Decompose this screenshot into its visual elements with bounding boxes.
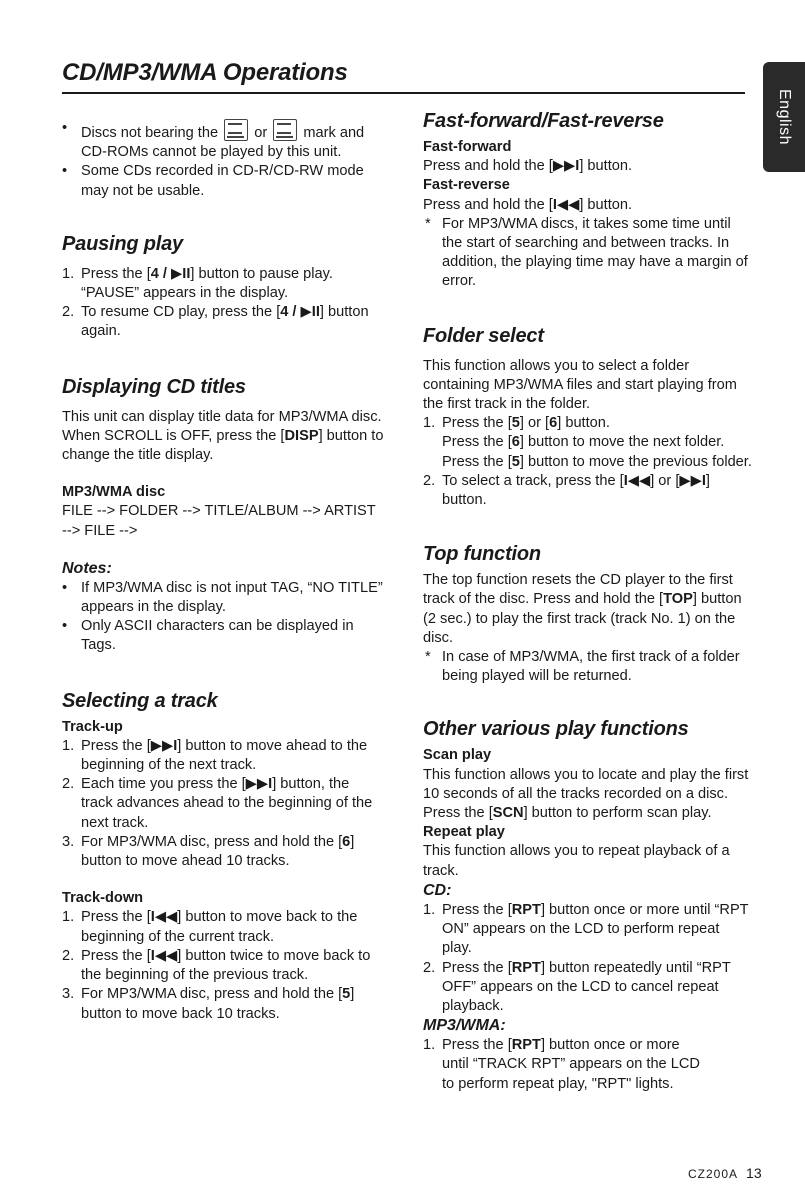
step-text: ] button. (557, 415, 610, 432)
step-number: 3. (62, 833, 75, 850)
notes-title: Notes: (62, 559, 112, 577)
folder-intro: This function allows you to select a folder containing MP3/WMA files and start playing from the first track in the folder. (423, 357, 737, 413)
page-title: CD/MP3/WMA Operations (62, 59, 348, 86)
button-name: I◀◀ (150, 947, 178, 964)
step-number: 2. (62, 304, 75, 321)
track-up-step-3 (62, 833, 384, 871)
button-name: 6 (549, 415, 558, 432)
step-text: ] button to move ahead to the beginning of the next track. (81, 737, 368, 774)
titles-para-2 (62, 427, 384, 465)
pausing-step-2 (62, 303, 384, 341)
titles-sequence: FILE --> FOLDER --> TITLE/ALBUM --> ARTIST --> FILE --> (62, 503, 376, 539)
track-up-step-1 (62, 737, 384, 775)
step-text: Press the [ (442, 434, 512, 451)
title-rule (62, 92, 745, 94)
page-footer (688, 1164, 762, 1183)
other-title: Other various play functions (423, 718, 689, 741)
button-name: I◀◀ (623, 472, 651, 489)
step-text: Press the [ (442, 959, 512, 976)
cd-repeat-step-2 (423, 959, 753, 1017)
pausing-steps (62, 265, 384, 342)
button-name: 5 (511, 415, 520, 432)
folder-steps (423, 414, 753, 510)
language-tab (763, 62, 805, 172)
button-name: RPT (511, 1037, 541, 1054)
fast-forward-subheading: Fast-forward (423, 139, 512, 155)
intro-bullet-1-text-a: Discs not bearing the (81, 125, 219, 141)
button-name: 6 (511, 434, 520, 451)
text: Press and hold the [ (423, 196, 553, 213)
step-number: 1. (62, 265, 75, 282)
button-name: DISP (284, 427, 319, 444)
button-name: ▶▶I (552, 158, 580, 175)
intro-bullet-1-text-c: mark and CD-ROMs cannot be played by this unit. (81, 125, 365, 161)
button-name: ▶▶I (150, 737, 178, 754)
text: ] button. (579, 196, 633, 213)
step-text: For MP3/WMA disc, press and hold the [ (81, 986, 343, 1003)
button-name: SCN (492, 805, 524, 822)
step-number: 1. (62, 909, 75, 926)
step-text: ] button. (442, 472, 710, 509)
button-name: ▶▶I (245, 776, 273, 793)
top-title: Top function (423, 543, 541, 566)
folder-title: Folder select (423, 324, 544, 347)
step-number: 2. (62, 776, 75, 793)
step-text: ] button to move the next folder. Press the [ (442, 434, 725, 470)
track-down-step-3 (62, 985, 384, 1023)
step-text: Press the [ (442, 901, 512, 918)
button-name: 4 / ▶II (150, 265, 191, 282)
button-name: 4 / ▶II (280, 304, 320, 321)
step-text: Each time you press the [ (81, 776, 246, 793)
button-name: I◀◀ (552, 196, 580, 213)
fast-forward-text (423, 157, 753, 176)
button-name: RPT (511, 959, 541, 976)
step-number: 2. (62, 947, 75, 964)
text: ] button to perform scan play. (523, 805, 712, 822)
cd-subheading: CD: (423, 881, 452, 899)
intro-list (62, 119, 384, 201)
step-text: ] button twice to move back to the beginning of the previous track. (81, 947, 371, 984)
step-text: To resume CD play, press the [ (81, 304, 281, 321)
text: Press and hold the [ (423, 158, 553, 175)
pausing-title: Pausing play (62, 232, 183, 255)
step-text: Press the [ (81, 265, 151, 282)
button-name: 6 (342, 833, 351, 850)
step-text: ] button repeatedly until “RPT OFF” appears on the LCD to cancel repeat playback. (442, 959, 731, 1014)
fast-reverse-subheading: Fast-reverse (423, 177, 510, 194)
step-text: ] button to move the previous folder. (519, 453, 752, 470)
cd-repeat-steps (423, 901, 753, 1016)
language-tab-label: English (776, 89, 793, 145)
intro-bullet-1 (62, 119, 384, 162)
step-text: Press the [ (442, 415, 512, 432)
titles-subheading: MP3/WMA disc (62, 484, 166, 501)
track-down-subheading: Track-down (62, 890, 144, 907)
step-text: ] or [ (650, 472, 680, 489)
track-down-steps (62, 908, 384, 1023)
step-text: ] button, the track advances ahead to the beginning of the next track. (81, 776, 373, 831)
text: When SCROLL is OFF, press the [ (62, 427, 285, 444)
scan-para-1: This function allows you to locate and play the first 10 seconds of all the tracks recorded on a disc. (423, 766, 749, 802)
note-text: In case of MP3/WMA, the first track of a folder being played will be returned. (442, 649, 740, 685)
button-name: TOP (663, 591, 693, 608)
text: Press the [ (423, 805, 493, 822)
button-name: ▶▶I (679, 472, 706, 489)
step-text: ] button to pause play. “PAUSE” appears in the display. (81, 265, 333, 302)
button-name: 5 (511, 453, 520, 470)
step-text: ] button once or more until “TRACK RPT” appears on the LCD to perform repeat play, "RPT" lights. (442, 1037, 700, 1092)
notes-list (62, 579, 384, 656)
track-up-step-2 (62, 775, 384, 833)
step-text: ] or [ (519, 415, 550, 432)
step-text: For MP3/WMA disc, press and hold the [ (81, 833, 343, 850)
top-para (423, 571, 753, 648)
step-text: To select a track, press the [ (442, 472, 624, 489)
step-text: ] button to move back to the beginning of the current track. (81, 909, 358, 945)
step-text: Press the [ (81, 909, 151, 926)
step-number: 3. (62, 986, 75, 1003)
folder-step-2 (423, 472, 753, 510)
selecting-title: Selecting a track (62, 689, 218, 712)
right-column (423, 108, 753, 1094)
step-text: ] button to move ahead 10 tracks. (81, 833, 355, 870)
asterisk: * (425, 215, 431, 232)
folder-step-1 (423, 414, 753, 472)
step-number: 2. (423, 959, 436, 976)
text: The top function resets the CD player to the first track of the disc. Press and hold the [ (423, 572, 733, 608)
step-text: ] button once or more until “RPT ON” appears on the LCD to perform repeat play. (442, 901, 749, 957)
step-number: 1. (423, 1037, 436, 1054)
left-column (62, 108, 384, 1024)
text: ] button to change the title display. (62, 427, 384, 464)
text: ] button. (579, 158, 633, 175)
text: ] button (2 sec.) to play the first track (track No. 1) on the disc. (423, 591, 742, 646)
model-number: CZ200A (688, 1167, 739, 1181)
track-down-step-1 (62, 908, 384, 946)
scan-para-2 (423, 804, 753, 823)
step-number: 1. (62, 737, 75, 754)
pausing-step-1 (62, 265, 384, 303)
compact-disc-logo-icon (224, 119, 248, 141)
button-name: RPT (511, 901, 541, 918)
note-1: • If MP3/WMA disc is not input TAG, “NO TITLE” appears in the display. (62, 579, 384, 617)
titles-para-1: This unit can display title data for MP3/WMA disc. (62, 408, 382, 425)
ff-title: Fast-forward/Fast-reverse (423, 110, 664, 132)
intro-bullet-2: • Some CDs recorded in CD-R/CD-RW mode may not be usable. (62, 162, 384, 200)
track-down-step-2 (62, 947, 384, 985)
intro-bullet-1-text-b: or (254, 125, 268, 141)
asterisk: * (425, 649, 431, 666)
step-number: 1. (423, 415, 436, 432)
step-text: ] button again. (81, 304, 369, 340)
repeat-para: This function allows you to repeat playback of a track. (423, 843, 730, 879)
mp3-repeat-step-1 (423, 1036, 704, 1094)
page-number: 13 (746, 1165, 762, 1181)
step-text: ] button to move back 10 tracks. (81, 986, 355, 1022)
titles-title: Displaying CD titles (62, 375, 246, 398)
compact-disc-text-logo-icon (273, 119, 297, 141)
track-up-subheading: Track-up (62, 718, 123, 735)
ff-note (423, 215, 753, 292)
step-text: Press the [ (81, 947, 151, 964)
track-up-steps (62, 737, 384, 871)
mp3-repeat-steps (423, 1036, 753, 1094)
step-number: 1. (423, 901, 436, 918)
fast-reverse-text (423, 196, 753, 215)
top-note (423, 648, 753, 686)
button-name: 5 (342, 986, 351, 1003)
cd-repeat-step-1 (423, 901, 753, 959)
step-text: Press the [ (442, 1037, 512, 1054)
step-text: Press the [ (81, 737, 151, 754)
note-text: For MP3/WMA discs, it takes some time until the start of searching and between tracks. In addition, the playing time may have a margin of error. (442, 215, 748, 290)
scan-subheading: Scan play (423, 747, 492, 764)
repeat-subheading: Repeat play (423, 824, 505, 841)
mp3-subheading: MP3/WMA: (423, 1017, 506, 1035)
step-number: 2. (423, 472, 436, 489)
button-name: I◀◀ (150, 909, 178, 926)
note-2: • Only ASCII characters can be displayed in Tags. (62, 617, 384, 655)
